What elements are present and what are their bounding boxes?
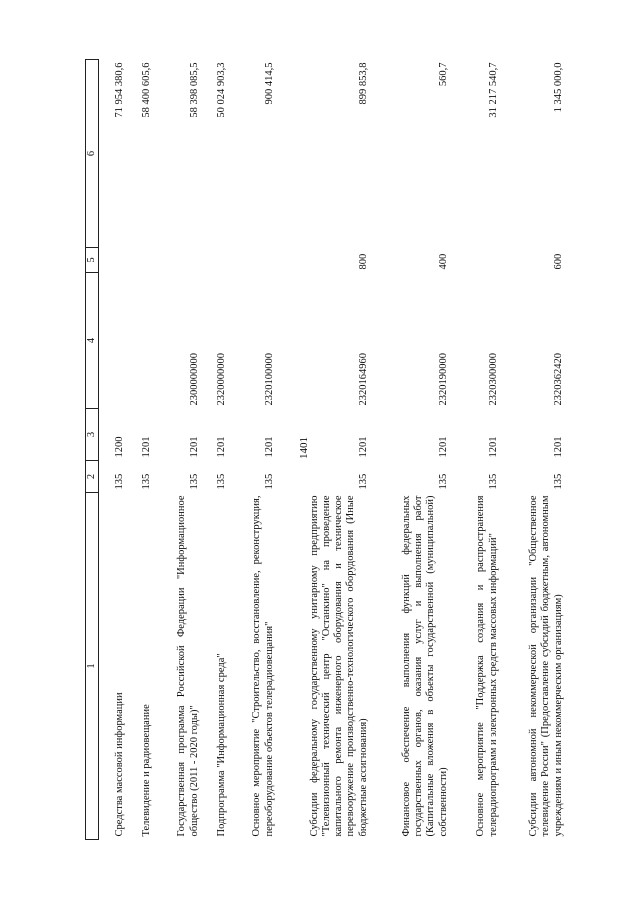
row-name: Средства массовой информации xyxy=(113,692,125,837)
row-section-code: 1200 xyxy=(113,436,125,458)
row-ministry-code: 135 xyxy=(140,473,152,490)
row-name: Финансовое обеспечение выполнения функций федеральных государственных органов, оказания услуг и выполнения работ (Капитальные вложения в объекты государственной (муниципальной) собственности) xyxy=(400,495,449,837)
row-ministry-code: 135 xyxy=(113,473,125,490)
row-target-code xyxy=(99,273,127,409)
row-expense-type: 600 xyxy=(552,253,564,270)
row-section-code: 1201 xyxy=(188,436,200,458)
header-col-3: 3 xyxy=(86,409,99,461)
row-section-code: 1201 xyxy=(215,436,227,458)
row-name: Телевидение и радиовещание xyxy=(140,704,152,837)
row-amount: 560,7 xyxy=(437,62,449,87)
table-row xyxy=(371,60,451,840)
row-target-code: 2300000000 xyxy=(188,353,200,406)
row-section-code: 1201 xyxy=(437,436,449,458)
row-ministry-code: 135 xyxy=(263,473,275,490)
rotated-table-container xyxy=(85,60,564,840)
row-amount: 31 217 540,7 xyxy=(487,62,499,118)
table-row xyxy=(277,60,371,840)
row-target-code: 2320000000 xyxy=(215,353,227,406)
row-expense-type xyxy=(127,248,154,273)
table-header xyxy=(86,60,99,840)
row-target-code xyxy=(127,273,154,409)
row-ministry-code: 135 xyxy=(357,473,369,490)
table-row xyxy=(127,60,154,840)
row-target-code: 2320190000 xyxy=(437,353,449,406)
row-ministry-code: 135 xyxy=(552,473,564,490)
table-row xyxy=(501,60,566,840)
header-col-4: 4 xyxy=(86,273,99,409)
row-expense-type: 800 xyxy=(357,253,369,270)
row-ministry-code: 135 xyxy=(215,473,227,490)
table-row xyxy=(202,60,229,840)
row-target-code: 2320362420 xyxy=(552,353,564,406)
row-section-code: 1201 xyxy=(552,436,564,458)
row-expense-type xyxy=(451,248,501,273)
row-target-code: 2320164960 xyxy=(357,353,369,406)
row-section-code: 1201 xyxy=(357,436,369,458)
table-row xyxy=(99,60,127,840)
table-row xyxy=(229,60,277,840)
row-target-code: 2320100000 xyxy=(263,353,275,406)
row-ministry-code: 135 xyxy=(437,473,449,490)
header-col-5: 5 xyxy=(86,248,99,273)
row-target-code: 2320300000 xyxy=(487,353,499,406)
row-name: Субсидии автономной некоммерческой организации "Общественное телевидение России" (Предоставление субсидий бюджетным, автономным учреждениям и иным некоммерческим организациям) xyxy=(528,495,564,837)
page-number: 1401 xyxy=(298,437,310,459)
row-name: Основное мероприятие "Поддержка создания и распространения телерадиопрограмм и электронных средств массовых информаций" xyxy=(475,495,499,837)
table-row xyxy=(451,60,501,840)
row-ministry-code: 135 xyxy=(487,473,499,490)
row-name: Государственная программа Российской Федерации "Информационное общество (2011 - 2020 годы)" xyxy=(176,495,200,837)
row-amount: 899 853,8 xyxy=(357,62,369,105)
header-col-1: 1 xyxy=(86,493,99,840)
header-col-6: 6 xyxy=(86,60,99,248)
row-expense-type xyxy=(154,248,202,273)
row-expense-type xyxy=(229,248,277,273)
row-name: Подпрограмма "Информационная среда" xyxy=(215,653,227,837)
row-expense-type: 400 xyxy=(437,253,449,270)
row-expense-type xyxy=(99,248,127,273)
header-col-2: 2 xyxy=(86,461,99,493)
row-amount: 900 414,5 xyxy=(263,62,275,105)
budget-table xyxy=(85,59,566,840)
row-name: Субсидии федеральному государственному унитарному предприятию "Телевизионный технический центр "Останкино" на проведение капитального ремонта инженерного оборудования и техническое перевооружение производственно-технологического оборудования (Иные бюджетные ассигнования) xyxy=(308,495,369,837)
row-amount: 58 398 085,5 xyxy=(188,62,200,118)
row-section-code: 1201 xyxy=(487,436,499,458)
row-expense-type xyxy=(202,248,229,273)
row-name: Основное мероприятие "Строительство, восстановление, реконструкция, переоборудование объектов телерадиовещания" xyxy=(251,495,275,837)
row-ministry-code: 135 xyxy=(188,473,200,490)
row-section-code: 1201 xyxy=(140,436,152,458)
row-amount: 50 024 903,3 xyxy=(215,62,227,118)
row-amount: 58 400 605,6 xyxy=(140,62,152,118)
table-row xyxy=(154,60,202,840)
row-amount: 71 954 380,6 xyxy=(113,62,125,118)
row-section-code: 1201 xyxy=(263,436,275,458)
row-amount: 1 345 000,0 xyxy=(552,62,564,113)
